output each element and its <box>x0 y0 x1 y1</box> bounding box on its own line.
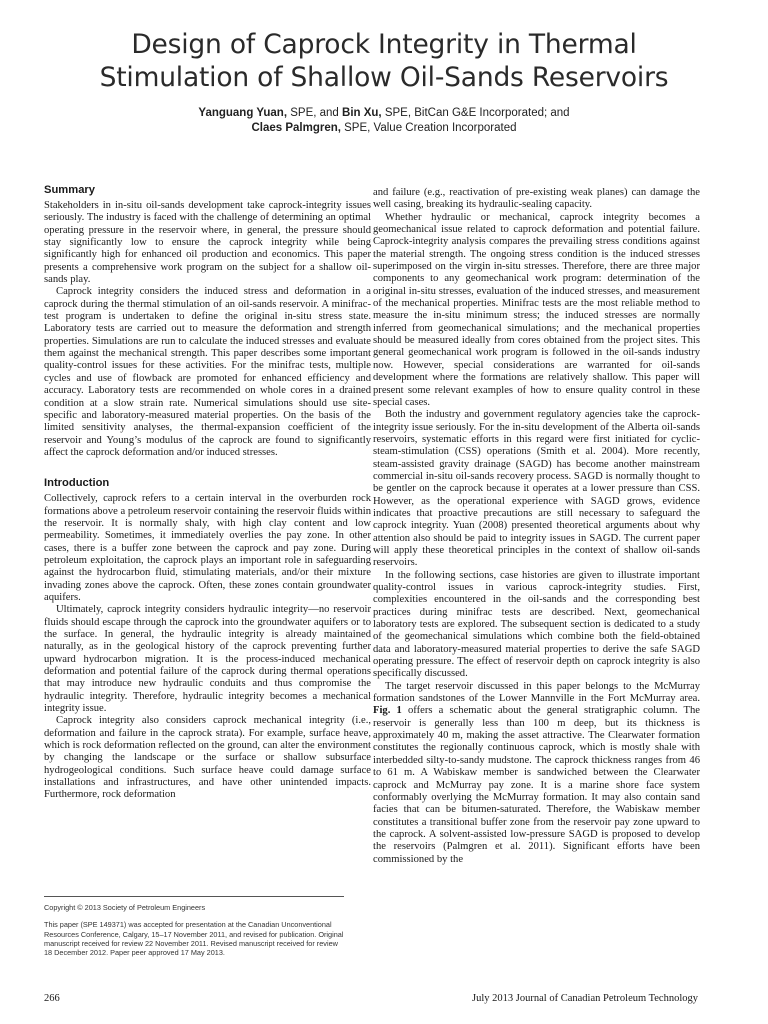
body-paragraph: and failure (e.g., reactivation of pre-existing weak planes) can damage the well casing, breaking its hydraulic-sealing capacity. <box>373 187 700 211</box>
footnotes <box>44 896 344 965</box>
paper-title <box>20 28 748 94</box>
copyright-notice: Copyright © 2013 Society of Petroleum Engineers <box>44 903 206 912</box>
footnote-rule <box>44 896 344 897</box>
left-column <box>44 183 371 802</box>
author-name: Bin Xu, <box>342 107 382 119</box>
summary-paragraph: Stakeholders in in-situ oil-sands development take caprock-integrity issues seriously. The industry is faced with the challenge of determining an optimal operating pressure in the reservoir where, in general, the pressure should stay significantly low to ensure the caprock integrity while being significantly high for enhanced oil production and economics. This paper presents a comprehensive work program on the subject for a shallow oil-sands play. <box>44 200 371 286</box>
right-column <box>373 187 700 866</box>
author-list <box>20 106 748 136</box>
body-paragraph: Whether hydraulic or mechanical, caprock integrity becomes a geomechanical issue related to caprock deformation and potential failure. Caprock-integrity analysis compares the prevailing stress conditions against the material strength. The ongoing stress condition is the induced stresses superimposed on the virgin in-situ stresses. Therefore, there are three major components to any geomechanical work program: determination of the original in-situ stresses, evaluation of the induced stresses, and measurement of the mechanical properties. Minifrac tests are the most reliable method to measure the in-situ minimum stress; the induced stresses are normally inferred from geomechanical simulations; and the mechanical properties should be measured ideally from cores obtained from the project sites. This general geomechanical work program is followed in the oil-sands industry now. However, special considerations are warranted for oil-sands development where the formations are relatively shallow. This paper will present some relevant examples of how to ensure quality control in these special cases. <box>373 211 700 408</box>
author-name: Claes Palmgren, <box>251 122 341 134</box>
introduction-paragraph: Caprock integrity also considers caprock mechanical integrity (i.e., deformation and failure in the caprock strata). For example, surface heave, which is rock deformation reflected on the ground, can alter the environment by changing the landscape or the surface or shallow subsurface hydrogeological conditions. Such surface heave could damage surface installations and infrastructures, and have other unintended impacts. Furthermore, rock deformation <box>44 715 371 801</box>
summary-heading: Summary <box>44 184 95 196</box>
body-paragraph: Both the industry and government regulatory agencies take the caprock-integrity issue seriously. For the in-situ development of the Alberta oil-sands reservoirs, systematic efforts in this regard were first initiated for cyclic-steam-stimulation (CSS) operations (Smith et al. 2004). More recently, steam-assisted gravity drainage (SAGD) has become another mainstream commercial in-situ oil-sands recovery process. SAGD is normally thought to be gentler on the caprock because it operates at a lower pressure than CSS. However, as the operational experience with SAGD grows, evidence indicates that proactive precautions are still necessary to safeguard the caprock integrity. Yuan (2008) presented theoretical arguments about why attention also should be paid to integrity issues in SAGD. The current paper will apply these theoretical principles in the context of shallow oil-sands reservoirs. <box>373 409 700 569</box>
author-affiliation: SPE, Value Creation Incorporated <box>340 122 517 134</box>
introduction-heading: Introduction <box>44 477 110 490</box>
page-number: 266 <box>44 993 60 1004</box>
figure-reference[interactable]: Fig. 1 <box>373 705 402 717</box>
body-text: offers a schematic about the general stratigraphic column. The reservoir is generally less than 100 m deep, but its thickness is approximately 40 m, making the asset attractive. The Clearwater formation constitutes the regionally continuous caprock, which is mostly shale with interbedded silty-to-sandy mudstone. The caprock thickness ranges from 46 to 61 m. A Wabiskaw member is sandwiched between the Clearwater caprock and McMurray pay zone. It is a marine shore face system conformably overlying the McMurray formation. It may also contain sand facies that can be bitumen-saturated. Therefore, the Wabiskaw member constitutes a transitional buffer zone from the reservoir pay zone upward to the caprock. A solvent-assisted low-pressure SAGD is proposed to develop the reservoirs (Palmgren et al. 2011). Significant efforts have been commissioned by the <box>373 705 700 865</box>
introduction-paragraph: Ultimately, caprock integrity considers hydraulic integrity—no reservoir fluids should escape through the caprock into the groundwater aquifers or to the surface. In general, the hydraulic integrity is already maintained naturally, as in the geological history of the caprock preventing further upward hydrocarbon migration. It is the process-induced mechanical deformation and potential failure of the caprock during thermal operations that may introduce new hydraulic conduits and thus compromise the hydraulic integrity. Therefore, hydraulic integrity becomes a mechanical integrity issue. <box>44 604 371 715</box>
journal-footer: July 2013 Journal of Canadian Petroleum Technology <box>472 993 698 1004</box>
publication-history: This paper (SPE 149371) was accepted for presentation at the Canadian Unconventional Resources Conference, Calgary, 15–17 November 2011, and revised for publication. Original manuscript received for review 22 November 2011. Revised manuscript received for review 18 December 2012. Paper peer approved 17 May 2013. <box>44 920 344 958</box>
author-affiliation: SPE, BitCan G&E Incorporated; and <box>381 107 570 119</box>
author-name: Yanguang Yuan, <box>198 107 288 119</box>
introduction-paragraph: Collectively, caprock refers to a certain interval in the overburden rock formations above a petroleum reservoir containing the reservoir fluids within the reservoir. It is normally shaly, with high clay content and low permeability. Sometimes, it immediately overlies the pay zone. In other cases, there is a buffer zone between the caprock and pay zone. During petroleum exploitation, the caprock plays an important role in safeguarding against the hydrocarbon fluid, stimulating materials, and/or their mixture invading zones above the caprock. Often, these zones contain groundwater aquifers. <box>44 493 371 603</box>
author-affiliation: SPE, and <box>287 107 343 119</box>
body-paragraph <box>373 681 700 866</box>
title-line-2: Stimulation of Shallow Oil-Sands Reservoirs <box>99 62 669 93</box>
body-text: The target reservoir discussed in this paper belongs to the McMurray formation sandstones of the Lower Mannville in the Fort McMurray area. <box>373 680 700 705</box>
body-paragraph: In the following sections, case histories are given to illustrate important quality-control issues in various caprock-integrity studies. First, complexities encountered in the oil-sands and the corresponding best practices during minifrac tests are described. Next, geomechanical laboratory tests are explored. The subsequent section is dedicated to a study of the geomechanical simulations which combine both the field-obtained data and laboratory-measured material properties to derive the safe SAGD operating pressure. The effect of reservoir depth on caprock integrity is also specifically discussed. <box>373 569 700 680</box>
title-line-1: Design of Caprock Integrity in Thermal <box>131 29 637 60</box>
summary-paragraph: Caprock integrity considers the induced stress and deformation in a caprock during the thermal stimulation of an oil-sands reservoir. A minifrac-test program is undertaken to define the original in-situ stress state. Laboratory tests are carried out to measure the deformation and strength properties. Simulations are run to calculate the induced stresses and evaluate them against the mechanical strength. This paper describes some important quality-control issues for these activities. For the minifrac tests, multiple cycles and use of flowback are promoted for enhanced efficiency and accuracy. Laboratory tests are recommended on whole cores in a drained condition at a slow strain rate. Numerical simulations should use site-specific and laboratory-measured material properties. On the basis of the limited sensitivity analyses, the thermal-expansion coefficient of the reservoir and Young’s modulus of the caprock are found to significantly affect the caprock deformation and/or induced stresses. <box>44 286 371 458</box>
